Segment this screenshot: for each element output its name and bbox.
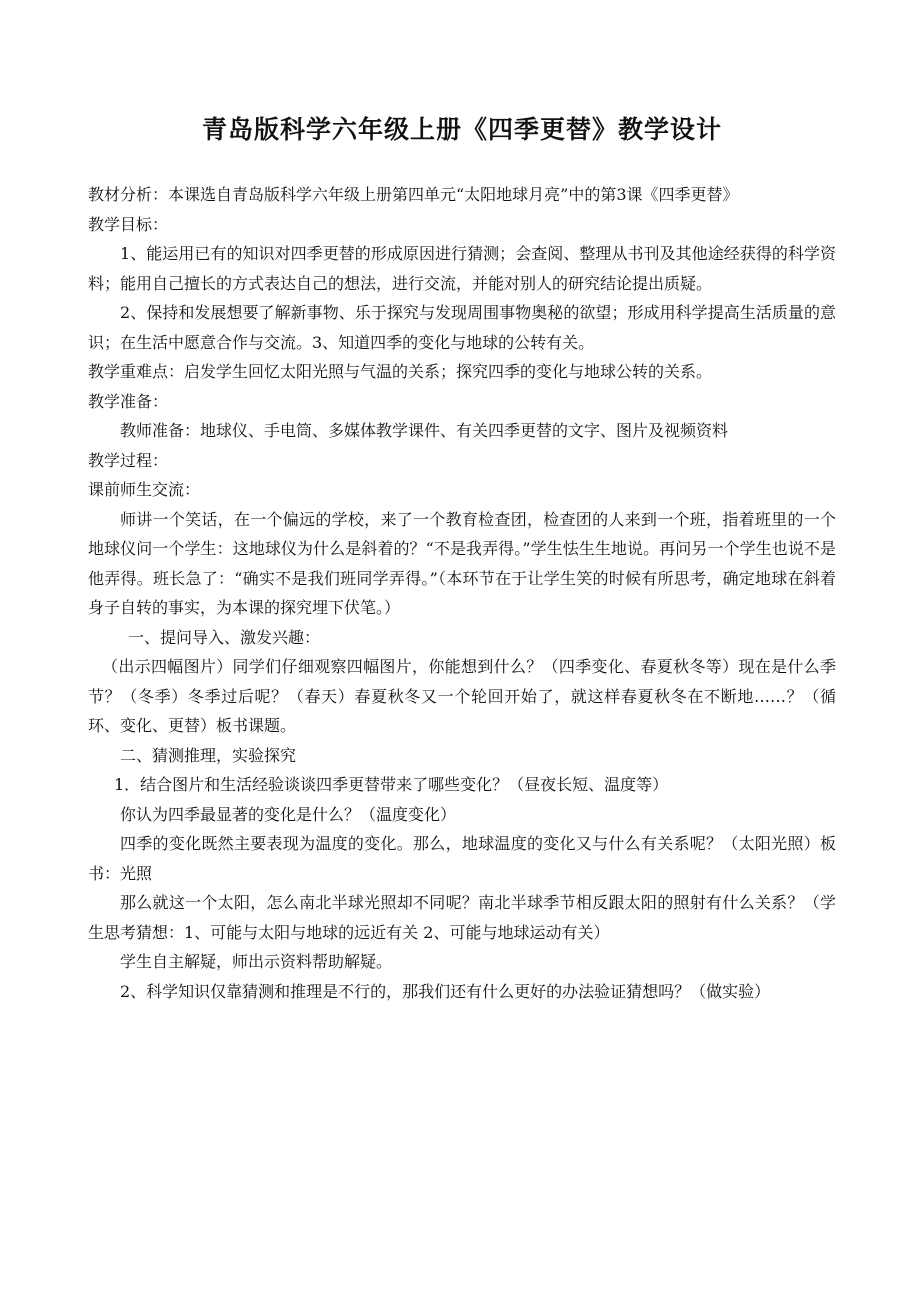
paragraph-section-2: 二、猜测推理，实验探究 — [120, 745, 297, 765]
paragraph-pre-class-heading: 课前师生交流： — [88, 480, 201, 499]
document-body — [88, 180, 836, 1006]
paragraph-step-1: 1．结合图片和生活经验谈谈四季更替带来了哪些变化？（昼夜长短、温度等） — [114, 775, 669, 794]
paragraph-goal-1: 1、能运用已有的知识对四季更替的形成原因进行猜测；会查阅、整理从书刊及其他途经获得的科学资料；能用自己擅长的方式表达自己的想法，进行交流，并能对别人的研究结论提出质疑。 — [88, 244, 836, 293]
paragraph-section-1: 一、提问导入、激发兴趣： — [128, 627, 321, 647]
paragraph-goal-2: 2、保持和发展想要了解新事物、乐于探究与发现周围事物奥秘的欲望；形成用科学提高生活质量的意识；在生活中愿意合作与交流。3、知道四季的变化与地球的公转有关。 — [88, 303, 836, 352]
paragraph-prep-heading: 教学准备： — [88, 391, 169, 411]
paragraph-joke: 师讲一个笑话，在一个偏远的学校，来了一个教育检查团，检查团的人来到一个班，指着班里的一个地球仪问一个学生：这地球仪为什么是斜着的？“不是我弄得。”学生怯生生地说。再问另一个学生也说不是他弄得。班长急了：“确实不是我们班同学弄得。”（本环节在于让学生笑的时候有所思考，确定地球在斜着身子自转的事实，为本课的探究埋下伏笔。） — [88, 509, 836, 617]
paragraph-section-1-body: （出示四幅图片）同学们仔细观察四幅图片，你能想到什么？（四季变化、春夏秋冬等）现在是什么季节？（冬季）冬季过后呢？（春天）春夏秋冬又一个轮回开始了，就这样春夏秋冬在不断地……？（循环、变化、更替）板书课题。 — [88, 657, 836, 735]
paragraph-goals-heading: 教学目标： — [88, 214, 169, 234]
paragraph-process-heading: 教学过程： — [88, 450, 169, 470]
paragraph-q-1: 你认为四季最显著的变化是什么？（温度变化） — [120, 804, 457, 824]
paragraph-q-4: 学生自主解疑，师出示资料帮助解疑。 — [120, 952, 393, 971]
paragraph-key-points: 教学重难点：启发学生回忆太阳光照与气温的关系；探究四季的变化与地球公转的关系。 — [88, 362, 713, 381]
paragraph-step-2: 2、科学知识仅靠猜测和推理是不行的，那我们还有什么更好的办法验证猜想吗？（做实验） — [120, 981, 771, 1001]
paragraph-analysis: 教材分析：本课选自青岛版科学六年级上册第四单元“太阳地球月亮”中的第3课《四季更替》 — [88, 185, 739, 204]
paragraph-teacher-prep: 教师准备：地球仪、手电筒、多媒体教学课件、有关四季更替的文字、图片及视频资料 — [120, 421, 729, 440]
document-title: 青岛版科学六年级上册《四季更替》教学设计 — [201, 115, 722, 144]
paragraph-q-3: 那么就这一个太阳，怎么南北半球光照却不同呢？南北半球季节相反跟太阳的照射有什么关系？（学生思考猜想：1、可能与太阳与地球的远近有关 2、可能与地球运动有关） — [88, 893, 836, 942]
paragraph-q-2: 四季的变化既然主要表现为温度的变化。那么，地球温度的变化又与什么有关系呢？（太阳光照）板书：光照 — [88, 834, 836, 883]
